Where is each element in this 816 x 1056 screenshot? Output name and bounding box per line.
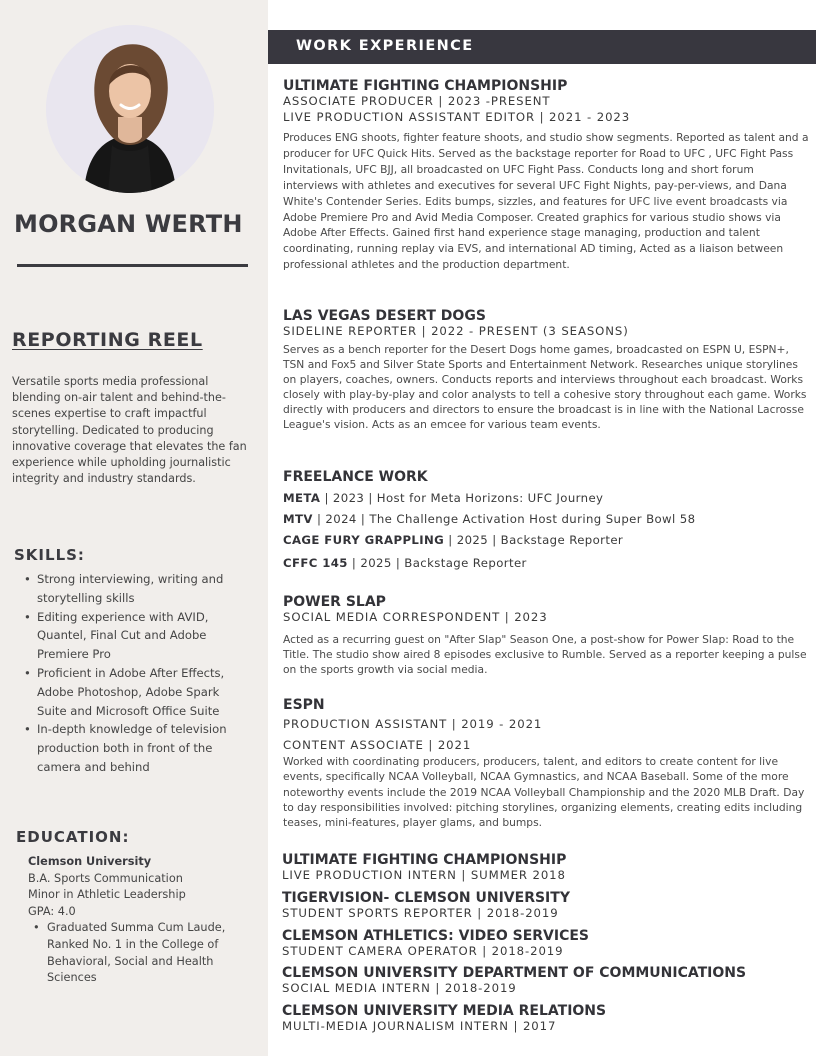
work-experience-title: WORK EXPERIENCE: [296, 38, 474, 54]
degree-line: GPA: 4.0: [28, 904, 76, 918]
company-name: ESPN: [283, 697, 325, 713]
job-role: LIVE PRODUCTION ASSISTANT EDITOR | 2021 - 2023: [283, 109, 631, 124]
honor-item: • Graduated Summa Cum Laude, Ranked No. 1 in the College of Behavioral, Social and Health Sciences: [28, 920, 250, 986]
work-experience-header: [268, 30, 816, 64]
job-power-slap: [283, 594, 809, 677]
job-role: STUDENT SPORTS REPORTER | 2018-2019: [282, 906, 559, 920]
sidebar: [0, 0, 268, 1056]
company-name: FREELANCE WORK: [283, 469, 428, 485]
job-description: Serves as a bench reporter for the Desert Dogs home games, broadcasted on ESPN U, ESPN+, TSN and Fox5 and Silver State Sports and Entertainment Network. Researches unique storylines on players, coaches, owners. Conducts reports and interviews throughout each broadcast. Works closely with play-by-play and color analysts to tell a cohesive story throughout each game. Works directly with producers and directors to ensure the broadcast is in line with the National Lacrosse League's vision. Acts as an emcee for various team events.: [283, 342, 807, 431]
freelance-detail: | 2023 | Host for Meta Horizons: UFC Journey: [320, 491, 604, 505]
internship-clemson-athletics: [282, 928, 808, 960]
skills-list: [22, 570, 247, 777]
freelance-org: MTV: [283, 512, 313, 526]
company-name: LAS VEGAS DESERT DOGS: [283, 308, 486, 324]
skill-item: • Proficient in Adobe After Effects, Adobe Photoshop, Adobe Spark Suite and Microsoft Office Suite: [22, 664, 247, 720]
job-role: SIDELINE REPORTER | 2022 - PRESENT (3 SEASONS): [283, 324, 629, 338]
internship-tigervision: [282, 890, 808, 922]
name-divider: [17, 264, 248, 267]
job-description: Produces ENG shoots, fighter feature shoots, and studio show segments. Reported as talent and a producer for UFC Quick Hits. Served as the backstage reporter for Road to UFC , UFC Fight Pass Invitationals, UFC BJJ, all broadcasted on UFC Fight Pass. Conducts long and short forum interviews with athletes and executives for several UFC Fight Nights, pay-per-views, and Dana White's Contender Series. Edits bumps, sizzles, and features for UFC live event broadcasts via Adobe Premiere Pro and Avid Media Composer. Created graphics for various studio shows via Adobe After Effects. Gained first hand experience stage managing, production and talent coordinating, running replay via EVS, and international AD timing, Acted as a liaison between professional athletes and the production department.: [283, 131, 809, 272]
honors-list: [28, 920, 250, 986]
company-name: TIGERVISION- CLEMSON UNIVERSITY: [282, 890, 570, 906]
profile-photo-image: [46, 25, 214, 193]
skills-heading: SKILLS:: [14, 546, 85, 564]
job-description: Acted as a recurring guest on "After Slap" Season One, a post-show for Power Slap: Road to the Title. The studio show aired 8 episodes exclusive to Rumble. Served as a reporter keeping a pulse on the sports growth via social media.: [283, 632, 807, 677]
job-role: MULTI-MEDIA JOURNALISM INTERN | 2017: [282, 1019, 557, 1033]
job-description: Worked with coordinating producers, producers, talent, and editors to create content for live events, specifically NCAA Volleyball, NCAA Gymnastics, and NCAA Baseball. Some of the more noteworthy events include the 2019 NCAA Volleyball Championship and the 2020 MLB Draft. Day to day responsibilities involved: pitching storylines, organizing elements, creating edits including teases, mini-features, player glams, and bumps.: [283, 755, 805, 830]
internship-clemson-communications: [282, 965, 808, 997]
job-role: SOCIAL MEDIA INTERN | 2018-2019: [282, 981, 517, 995]
internship-clemson-media-relations: [282, 1003, 808, 1035]
school-name: Clemson University: [28, 855, 152, 868]
freelance-detail: | 2025 | Backstage Reporter: [347, 556, 527, 570]
profile-photo: [46, 25, 214, 193]
freelance-org: META: [283, 491, 321, 505]
internship-ufc: [282, 852, 808, 884]
job-role: LIVE PRODUCTION INTERN | SUMMER 2018: [282, 868, 566, 882]
candidate-name: MORGAN WERTH: [14, 210, 243, 238]
job-espn: [283, 697, 809, 830]
skill-item: • In-depth knowledge of television production both in front of the camera and behind: [22, 720, 247, 776]
profile-summary: Versatile sports media professional blending on-air talent and behind-the-scenes expertise to craft impactful storytelling. Dedicated to producing innovative coverage that elevates the fan experience while upholding journalistic integrity and industry standards.: [12, 375, 247, 486]
job-freelance: [283, 469, 809, 574]
company-name: POWER SLAP: [283, 594, 386, 610]
freelance-row: [283, 509, 809, 530]
skill-item: • Strong interviewing, writing and storytelling skills: [22, 570, 247, 608]
freelance-org: CFFC 145: [283, 556, 348, 570]
reporting-reel-link[interactable]: REPORTING REEL: [12, 329, 203, 351]
job-ufc: [283, 78, 809, 273]
company-name: CLEMSON UNIVERSITY DEPARTMENT OF COMMUNICATIONS: [282, 965, 747, 981]
job-role: STUDENT CAMERA OPERATOR | 2018-2019: [282, 944, 564, 958]
degree-line: B.A. Sports Communication: [28, 871, 183, 885]
job-role: CONTENT ASSOCIATE | 2021: [283, 737, 472, 752]
freelance-row: [283, 553, 809, 574]
company-name: CLEMSON ATHLETICS: VIDEO SERVICES: [282, 928, 590, 944]
job-role: ASSOCIATE PRODUCER | 2023 -PRESENT: [283, 94, 551, 108]
company-name: ULTIMATE FIGHTING CHAMPIONSHIP: [282, 852, 567, 868]
job-role: PRODUCTION ASSISTANT | 2019 - 2021: [283, 717, 543, 731]
degree-line: Minor in Athletic Leadership: [28, 888, 186, 902]
company-name: ULTIMATE FIGHTING CHAMPIONSHIP: [283, 78, 568, 94]
skill-item: • Editing experience with AVID, Quantel, Final Cut and Adobe Premiere Pro: [22, 608, 247, 664]
freelance-detail: | 2024 | The Challenge Activation Host during Super Bowl 58: [312, 512, 696, 526]
freelance-detail: | 2025 | Backstage Reporter: [444, 533, 624, 547]
freelance-org: CAGE FURY GRAPPLING: [283, 533, 445, 547]
job-desert-dogs: [283, 308, 809, 432]
education-heading: EDUCATION:: [16, 828, 130, 846]
company-name: CLEMSON UNIVERSITY MEDIA RELATIONS: [282, 1003, 607, 1019]
freelance-row: [283, 488, 809, 509]
freelance-row: [283, 530, 809, 551]
education-block: [28, 854, 250, 987]
job-role: SOCIAL MEDIA CORRESPONDENT | 2023: [283, 610, 548, 624]
